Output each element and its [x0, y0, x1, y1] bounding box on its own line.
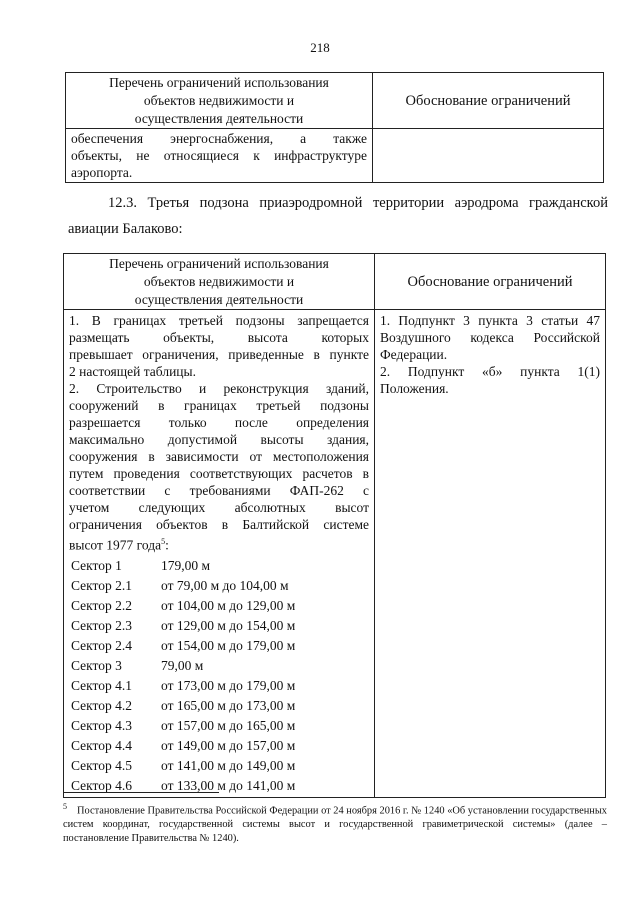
sector-row [69, 696, 369, 716]
text-line: 2. Подпункт «б» пункта 1(1) [380, 364, 600, 379]
sector-row [69, 576, 369, 596]
sector-row [69, 596, 369, 616]
text-line: 1. Подпункт 3 пункта 3 статьи 47 [380, 313, 600, 328]
text-line: сооружения в зависимости от местоположения [69, 449, 369, 464]
sector-name: Сектор 2.3 [71, 617, 133, 633]
sector-name: Сектор 4.5 [71, 757, 133, 773]
sector-height: от 141,00 м до 149,00 м [161, 757, 296, 773]
sector-height: 179,00 м [161, 557, 211, 573]
sector-name: Сектор 2.1 [71, 577, 133, 593]
text-line: ограничения объектов в Балтийской системе [69, 517, 369, 532]
footnote-reference: 5 [161, 537, 166, 546]
text-line [69, 533, 369, 554]
sector-name: Сектор 4.1 [71, 677, 133, 693]
text-line: максимально допустимой высоты здания, [69, 432, 369, 447]
text-line: 1. В границах третьей подзоны запрещается [69, 313, 369, 328]
text-line: Воздушного кодекса Российской [380, 330, 600, 345]
header-line: осуществления деятельности [134, 111, 304, 126]
header-line: объектов недвижимости и [143, 274, 295, 289]
table2-justification-cell [375, 310, 606, 798]
text-line: Федерации. [380, 347, 448, 362]
header-justification: Обоснование ограничений [405, 92, 571, 109]
header-line: объектов недвижимости и [143, 93, 295, 108]
table2-header-left [64, 254, 375, 310]
table1-row-left [66, 129, 373, 183]
table1-header-right [373, 73, 604, 129]
section-heading: 12.3. Третья подзона приаэродромной территории аэродрома гражданской авиации Балаково: [68, 195, 608, 237]
footnote-separator [63, 792, 219, 793]
sector-height: от 165,00 м до 173,00 м [161, 697, 296, 713]
sector-row [69, 556, 369, 576]
text-line: 2. Строительство и реконструкция зданий, [69, 381, 369, 396]
sector-name: Сектор 4.2 [71, 697, 133, 713]
sector-row [69, 656, 369, 676]
header-line: осуществления деятельности [134, 292, 304, 307]
sector-row [69, 736, 369, 756]
cell-line: объекты, не относящиеся к инфраструктуре [71, 148, 367, 163]
sector-height: от 79,00 м до 104,00 м [161, 577, 289, 593]
footnote-text: Постановление Правительства Российской Федерации от 24 ноября 2016 г. № 1240 «Об установлении государственных систем координат, государственной системы высот и государственной гравиметрической системы» (далее – постановление Правительства № 1240). [63, 805, 607, 845]
text-line: учетом следующих абсолютных высот [69, 500, 369, 515]
sector-name: Сектор 3 [71, 657, 122, 673]
page-number: 218 [310, 40, 330, 55]
sector-name: Сектор 4.4 [71, 737, 133, 753]
sector-height: от 157,00 м до 165,00 м [161, 717, 296, 733]
cell-line: обеспечения энергоснабжения, а также [71, 131, 367, 146]
restrictions-table-continued [65, 72, 604, 183]
third-subzone-table [63, 253, 606, 798]
sector-name: Сектор 4.6 [71, 777, 133, 793]
text-line: соответствии с требованиями ФАП-262 с [69, 483, 369, 498]
sector-height: от 104,00 м до 129,00 м [161, 597, 296, 613]
sector-height: от 149,00 м до 157,00 м [161, 737, 296, 753]
text-line: Положения. [380, 381, 449, 396]
text-line: сооружений в границах третьей подзоны [69, 398, 369, 413]
table2-header-right [375, 254, 606, 310]
sector-row [69, 616, 369, 636]
sector-height: от 154,00 м до 179,00 м [161, 637, 296, 653]
sector-row [69, 756, 369, 776]
table1-header-left [66, 73, 373, 129]
sector-name: Сектор 4.3 [71, 717, 133, 733]
sector-name: Сектор 2.2 [71, 597, 133, 613]
sector-row [69, 716, 369, 736]
sector-height: от 133,00 м до 141,00 м [161, 777, 296, 793]
sector-row [69, 676, 369, 696]
table2-restrictions-cell [64, 310, 375, 798]
sector-height: от 129,00 м до 154,00 м [161, 617, 296, 633]
header-line: Перечень ограничений использования [109, 75, 329, 90]
sector-row [69, 636, 369, 656]
text-line: путем проведения соответствующих расчетов в [69, 466, 369, 481]
sector-list [69, 556, 369, 796]
text-line-suffix: : [165, 537, 169, 553]
table1-row-right [373, 129, 604, 183]
sector-name: Сектор 2.4 [71, 637, 133, 653]
text-line: размещать объекты, высота которых [69, 330, 369, 345]
header-justification: Обоснование ограничений [407, 273, 573, 290]
footnote-number: 5 [63, 802, 67, 811]
header-line: Перечень ограничений использования [109, 256, 329, 271]
text-line: превышает ограничения, приведенные в пункте [69, 347, 369, 362]
cell-line: аэропорта. [71, 165, 133, 180]
text-line-part: высот 1977 года [69, 537, 162, 553]
sector-name: Сектор 1 [71, 557, 122, 573]
text-line: 2 настоящей таблицы. [69, 364, 196, 379]
footnote [63, 800, 607, 846]
sector-height: 79,00 м [161, 657, 204, 673]
sector-height: от 173,00 м до 179,00 м [161, 677, 296, 693]
text-line: разрешается только после определения [69, 415, 369, 430]
